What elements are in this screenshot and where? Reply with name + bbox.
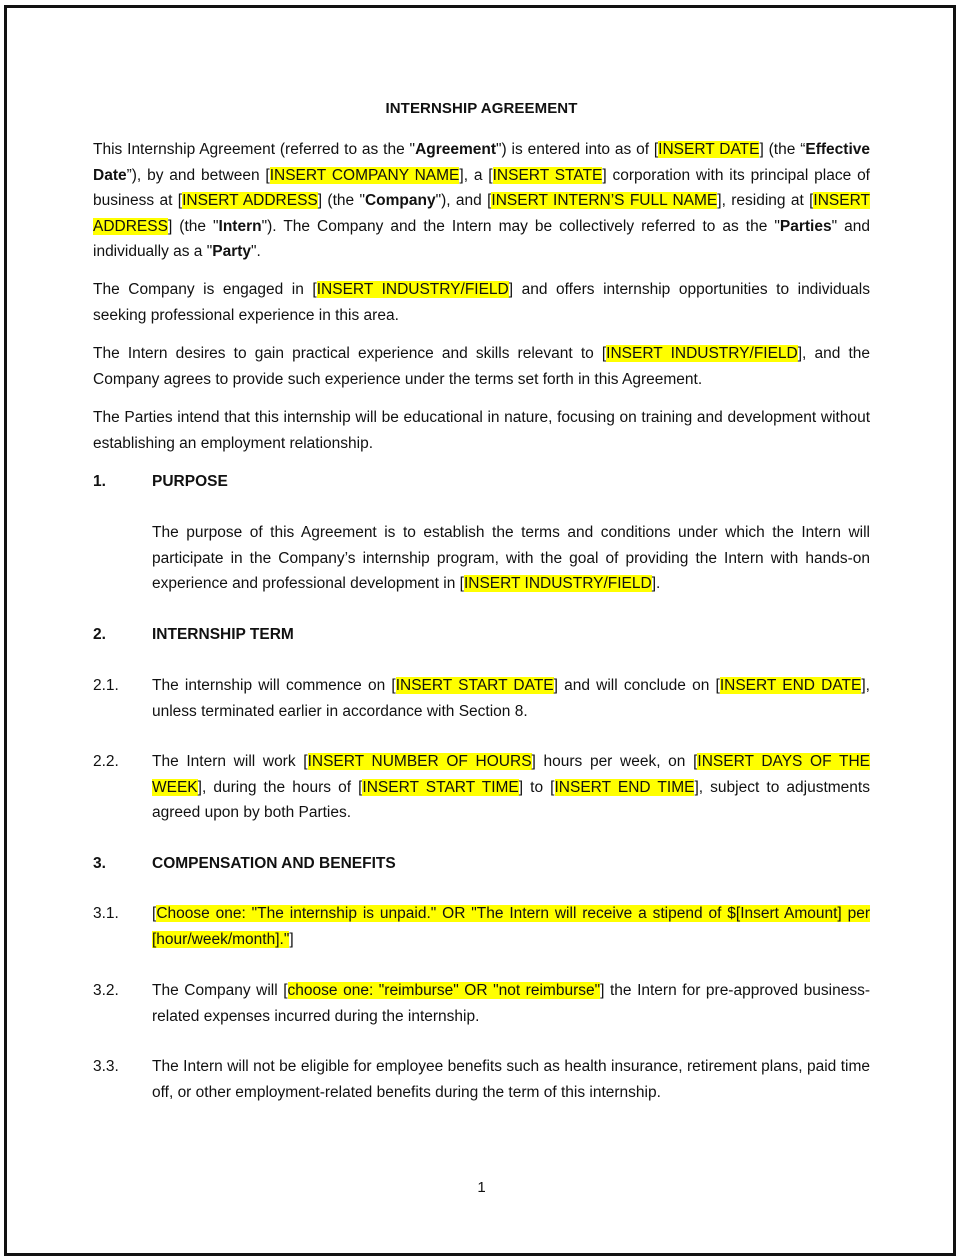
placeholder-hours: INSERT NUMBER OF HOURS <box>307 753 532 770</box>
placeholder-end-time: INSERT END TIME <box>554 778 695 796</box>
section-number: 2. <box>93 626 106 643</box>
placeholder-intern-address: INSERT ADDRESS <box>93 192 870 235</box>
clause-3-2-text: The Company will [choose one: "reimburse" OR "not reimburse"] the Intern for pre-approved business-related expenses incurred during the internship. <box>152 982 870 1025</box>
clause-3-3-text: The Intern will not be eligible for employee benefits such as health insurance, retirement plans, paid time off, or other employment-related benefits during the term of this internship. <box>152 1058 870 1101</box>
placeholder-industry: INSERT INDUSTRY/FIELD <box>606 345 798 362</box>
clause-number: 3.3. <box>93 1058 119 1075</box>
placeholder-company-address: INSERT ADDRESS <box>182 192 318 210</box>
section-purpose-text: The purpose of this Agreement is to establish the terms and conditions under which the Intern will participate in the Company’s internship program, with the goal of providing the Intern with hands-on experience and professional development in [INSERT INDUSTRY/FIELD]. <box>152 524 870 593</box>
section-heading-compensation: COMPENSATION AND BENEFITS <box>152 855 396 872</box>
placeholder-industry: INSERT INDUSTRY/FIELD <box>316 281 509 298</box>
section-number: 1. <box>93 473 106 490</box>
clause-number: 3.2. <box>93 982 119 999</box>
section-heading-internship-term: INTERNSHIP TERM <box>152 626 294 643</box>
placeholder-end-date: INSERT END DATE <box>719 677 862 694</box>
intro-paragraph-intent: The Parties intend that this internship will be educational in nature, focusing on training and development without establishing an employment relationship. <box>93 409 870 452</box>
clause-3-1-text: [Choose one: "The internship is unpaid." OR "The Intern will receive a stipend of $[Insert Amount] per [hour/week/month]."] <box>152 905 870 948</box>
placeholder-company-name: INSERT COMPANY NAME <box>269 166 460 184</box>
placeholder-compensation-choice: Choose one: "The internship is unpaid." OR "The Intern will receive a stipend of $[Insert Amount] per [hour/week/month]." <box>152 905 870 948</box>
placeholder-reimburse-choice: choose one: "reimburse" OR "not reimburse" <box>287 982 601 999</box>
intro-paragraph-industry: The Company is engaged in [INSERT INDUSTRY/FIELD] and offers internship opportunities to individuals seeking professional experience in this area. <box>93 281 870 324</box>
placeholder-insert-date: INSERT DATE <box>658 141 760 158</box>
placeholder-start-time: INSERT START TIME <box>362 778 519 796</box>
placeholder-start-date: INSERT START DATE <box>395 677 554 694</box>
clause-2-1-text: The internship will commence on [INSERT START DATE] and will conclude on [INSERT END DATE], unless terminated earlier in accordance with Section 8. <box>152 677 870 720</box>
placeholder-state: INSERT STATE <box>492 166 603 184</box>
clause-number: 2.2. <box>93 753 119 770</box>
placeholder-industry: INSERT INDUSTRY/FIELD <box>463 575 652 593</box>
intro-paragraph-parties: This Internship Agreement (referred to as the "Agreement") is entered into as of [INSERT DATE] (the “Effective Date”), by and between [INSERT COMPANY NAME], a [INSERT STATE] corporation with its principal place of business at [INSERT ADDRESS] (the "Company"), and [INSERT INTERN’S FULL NAME], residing at [INSERT ADDRESS] (the "Intern"). The Company and the Intern may be collectively referred to as the "Parties" and individually as a "Party". <box>93 141 870 261</box>
clause-number: 3.1. <box>93 905 119 922</box>
document-title: INTERNSHIP AGREEMENT <box>385 100 578 117</box>
section-heading-purpose: PURPOSE <box>152 473 228 490</box>
clause-2-2-text: The Intern will work [INSERT NUMBER OF HOURS] hours per week, on [INSERT DAYS OF THE WEEK], during the hours of [INSERT START TIME] to [INSERT END TIME], subject to adjustments agreed upon by both Parties. <box>152 753 870 822</box>
page-number: 1 <box>477 1179 486 1196</box>
placeholder-intern-name: INSERT INTERN’S FULL NAME <box>491 192 718 210</box>
clause-number: 2.1. <box>93 677 119 694</box>
placeholder-days: INSERT DAYS OF THE WEEK <box>152 753 870 796</box>
document-page <box>4 5 956 1256</box>
intro-paragraph-intern-desire: The Intern desires to gain practical experience and skills relevant to [INSERT INDUSTRY/FIELD], and the Company agrees to provide such experience under the terms set forth in this Agreement. <box>93 345 870 388</box>
section-number: 3. <box>93 855 106 872</box>
